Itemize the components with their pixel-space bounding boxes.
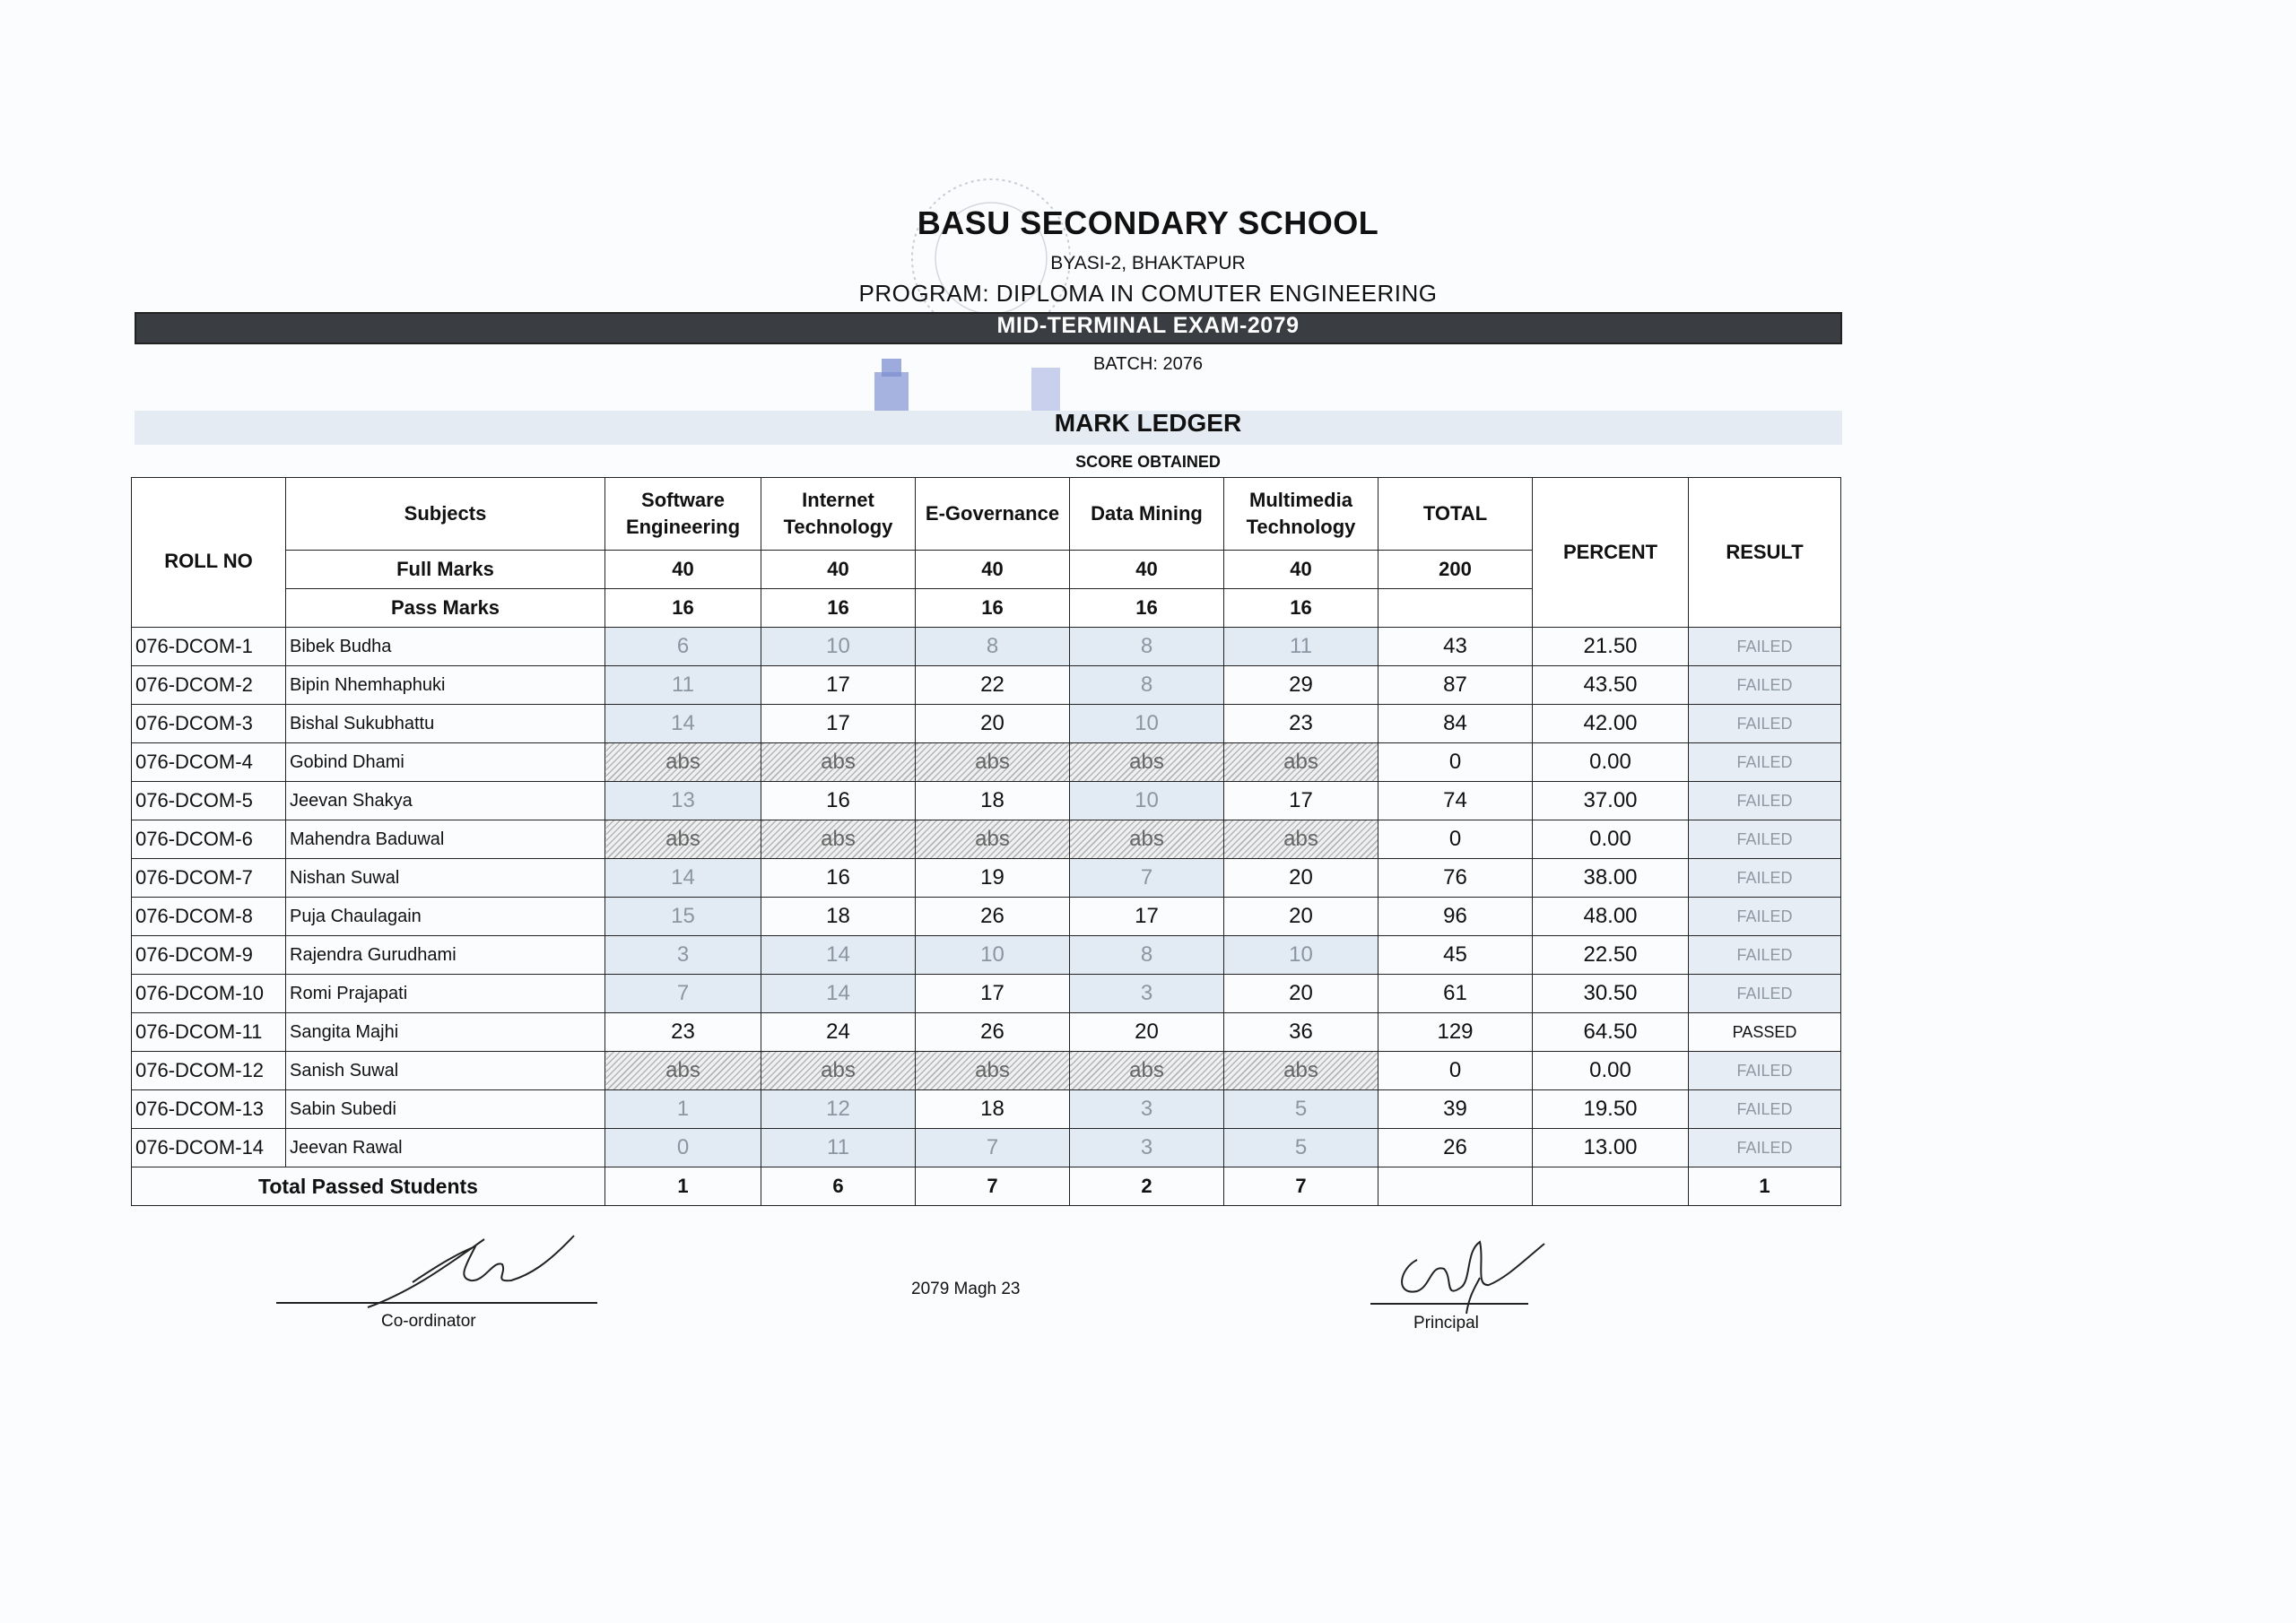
student-name-cell: Jeevan Rawal — [286, 1129, 605, 1167]
roll-no-cell: 076-DCOM-3 — [132, 705, 286, 743]
total-cell: 84 — [1378, 705, 1533, 743]
mark-cell: 13 — [605, 782, 761, 820]
table-row — [132, 1013, 1841, 1052]
mark-cell: abs — [761, 1052, 916, 1090]
total-passed-count: 2 — [1070, 1167, 1224, 1206]
roll-no-cell: 076-DCOM-4 — [132, 743, 286, 782]
result-cell: FAILED — [1689, 1129, 1841, 1167]
table-row — [132, 666, 1841, 705]
percent-cell: 22.50 — [1533, 936, 1689, 975]
result-cell: FAILED — [1689, 743, 1841, 782]
result-cell: FAILED — [1689, 628, 1841, 666]
mark-cell: 17 — [1224, 782, 1378, 820]
mark-cell: 20 — [1224, 859, 1378, 898]
student-name-cell: Sabin Subedi — [286, 1090, 605, 1129]
mark-cell: 10 — [1224, 936, 1378, 975]
batch-label: BATCH: 2076 — [1093, 354, 1203, 374]
mark-cell: 14 — [605, 859, 761, 898]
mark-cell: 3 — [605, 936, 761, 975]
mark-cell: 5 — [1224, 1129, 1378, 1167]
mark-cell: abs — [605, 820, 761, 859]
exam-title: MID-TERMINAL EXAM-2079 — [996, 313, 1300, 338]
mark-cell: 36 — [1224, 1013, 1378, 1052]
mark-cell: 18 — [916, 782, 1070, 820]
student-name-cell: Bibek Budha — [286, 628, 605, 666]
mark-cell: abs — [1070, 820, 1224, 859]
percent-cell: 48.00 — [1533, 898, 1689, 936]
percent-cell: 13.00 — [1533, 1129, 1689, 1167]
result-cell: FAILED — [1689, 1090, 1841, 1129]
mark-cell: 17 — [761, 705, 916, 743]
percent-cell: 19.50 — [1533, 1090, 1689, 1129]
subject-header: Software Engineering — [605, 478, 761, 551]
student-name-cell: Puja Chaulagain — [286, 898, 605, 936]
subject-header: Multimedia Technology — [1224, 478, 1378, 551]
mark-cell: 7 — [1070, 859, 1224, 898]
mark-cell: 8 — [916, 628, 1070, 666]
mark-cell: 12 — [761, 1090, 916, 1129]
percent-cell: 0.00 — [1533, 820, 1689, 859]
mark-cell: abs — [1224, 743, 1378, 782]
mark-cell: 17 — [761, 666, 916, 705]
percent-cell: 43.50 — [1533, 666, 1689, 705]
result-cell: FAILED — [1689, 975, 1841, 1013]
total-pass-marks — [1378, 589, 1533, 628]
mark-cell: abs — [1224, 820, 1378, 859]
percent-cell: 42.00 — [1533, 705, 1689, 743]
percent-cell: 38.00 — [1533, 859, 1689, 898]
mark-cell: 26 — [916, 898, 1070, 936]
mark-cell: 14 — [761, 936, 916, 975]
total-cell: 87 — [1378, 666, 1533, 705]
mark-cell: 10 — [1070, 782, 1224, 820]
table-row — [132, 628, 1841, 666]
roll-no-cell: 076-DCOM-10 — [132, 975, 286, 1013]
mark-cell: 29 — [1224, 666, 1378, 705]
roll-no-cell: 076-DCOM-6 — [132, 820, 286, 859]
mark-cell: abs — [1224, 1052, 1378, 1090]
mark-cell: abs — [916, 743, 1070, 782]
table-row — [132, 1129, 1841, 1167]
roll-no-cell: 076-DCOM-12 — [132, 1052, 286, 1090]
mark-cell: abs — [605, 1052, 761, 1090]
result-cell: FAILED — [1689, 666, 1841, 705]
student-name-cell: Nishan Suwal — [286, 859, 605, 898]
mark-cell: 8 — [1070, 936, 1224, 975]
student-name-cell: Bishal Sukubhattu — [286, 705, 605, 743]
mark-cell: 11 — [605, 666, 761, 705]
student-name-cell: Gobind Dhami — [286, 743, 605, 782]
subject-header: Data Mining — [1070, 478, 1224, 551]
mark-cell: 6 — [605, 628, 761, 666]
mark-cell: 17 — [1070, 898, 1224, 936]
mark-cell: 10 — [1070, 705, 1224, 743]
mark-cell: 16 — [761, 859, 916, 898]
mark-cell: 14 — [761, 975, 916, 1013]
percent-cell: 37.00 — [1533, 782, 1689, 820]
mark-cell: 24 — [761, 1013, 916, 1052]
total-passed-count: 6 — [761, 1167, 916, 1206]
student-name-cell: Bipin Nhemhaphuki — [286, 666, 605, 705]
mark-cell: 22 — [916, 666, 1070, 705]
mark-cell: 26 — [916, 1013, 1070, 1052]
ledger-body — [132, 628, 1841, 1167]
mark-cell: 10 — [761, 628, 916, 666]
mark-cell: abs — [916, 1052, 1070, 1090]
pass-marks-value: 16 — [1070, 589, 1224, 628]
table-row — [132, 936, 1841, 975]
total-passed-count: 7 — [916, 1167, 1070, 1206]
header-row-subjects — [132, 478, 1841, 551]
mark-cell: 3 — [1070, 975, 1224, 1013]
mark-cell: 16 — [761, 782, 916, 820]
percent-cell: 64.50 — [1533, 1013, 1689, 1052]
percent-cell: 0.00 — [1533, 743, 1689, 782]
total-header: TOTAL — [1378, 478, 1533, 551]
mark-cell: 1 — [605, 1090, 761, 1129]
mark-cell: abs — [605, 743, 761, 782]
full-marks-value: 40 — [605, 551, 761, 589]
mark-ledger-table — [131, 477, 1841, 1206]
table-row — [132, 859, 1841, 898]
mark-cell: 17 — [916, 975, 1070, 1013]
table-row — [132, 743, 1841, 782]
result-cell: PASSED — [1689, 1013, 1841, 1052]
total-passed-count: 1 — [605, 1167, 761, 1206]
full-marks-label: Full Marks — [286, 551, 605, 589]
result-cell: FAILED — [1689, 936, 1841, 975]
student-name-cell: Sanish Suwal — [286, 1052, 605, 1090]
mark-cell: 3 — [1070, 1090, 1224, 1129]
roll-no-cell: 076-DCOM-14 — [132, 1129, 286, 1167]
result-header: RESULT — [1689, 478, 1841, 628]
table-row — [132, 782, 1841, 820]
table-row — [132, 820, 1841, 859]
full-marks-value: 40 — [1224, 551, 1378, 589]
mark-cell: 20 — [1070, 1013, 1224, 1052]
full-marks-value: 40 — [1070, 551, 1224, 589]
total-passed-result: 1 — [1689, 1167, 1841, 1206]
result-cell: FAILED — [1689, 705, 1841, 743]
mark-cell: 10 — [916, 936, 1070, 975]
mark-cell: 7 — [605, 975, 761, 1013]
ledger-title: MARK LEDGER — [1054, 409, 1242, 437]
pass-marks-value: 16 — [1224, 589, 1378, 628]
total-cell: 129 — [1378, 1013, 1533, 1052]
percent-cell: 21.50 — [1533, 628, 1689, 666]
total-cell: 76 — [1378, 859, 1533, 898]
percent-cell: 0.00 — [1533, 1052, 1689, 1090]
full-marks-value: 40 — [916, 551, 1070, 589]
subjects-header: Subjects — [286, 478, 605, 551]
pass-marks-label: Pass Marks — [286, 589, 605, 628]
subject-header: Internet Technology — [761, 478, 916, 551]
total-passed-label: Total Passed Students — [132, 1167, 605, 1206]
mark-cell: 15 — [605, 898, 761, 936]
mark-cell: 14 — [605, 705, 761, 743]
percent-header: PERCENT — [1533, 478, 1689, 628]
total-passed-count: 7 — [1224, 1167, 1378, 1206]
pass-marks-value: 16 — [605, 589, 761, 628]
total-cell: 61 — [1378, 975, 1533, 1013]
mark-cell: 8 — [1070, 628, 1224, 666]
mark-cell: abs — [1070, 743, 1224, 782]
student-name-cell: Jeevan Shakya — [286, 782, 605, 820]
roll-no-cell: 076-DCOM-1 — [132, 628, 286, 666]
coordinator-signature-line — [276, 1302, 597, 1304]
mark-cell: 0 — [605, 1129, 761, 1167]
score-obtained-label: SCORE OBTAINED — [1075, 453, 1221, 471]
school-name: BASU SECONDARY SCHOOL — [917, 204, 1379, 241]
student-name-cell: Rajendra Gurudhami — [286, 936, 605, 975]
roll-no-cell: 076-DCOM-9 — [132, 936, 286, 975]
total-cell: 26 — [1378, 1129, 1533, 1167]
percent-cell: 30.50 — [1533, 975, 1689, 1013]
document-date: 2079 Magh 23 — [911, 1280, 1021, 1298]
total-cell: 39 — [1378, 1090, 1533, 1129]
mark-cell: 7 — [916, 1129, 1070, 1167]
table-row — [132, 1090, 1841, 1129]
student-name-cell: Mahendra Baduwal — [286, 820, 605, 859]
mark-cell: 19 — [916, 859, 1070, 898]
roll-no-cell: 076-DCOM-2 — [132, 666, 286, 705]
mark-cell: abs — [1070, 1052, 1224, 1090]
total-full-marks: 200 — [1378, 551, 1533, 589]
roll-no-cell: 076-DCOM-13 — [132, 1090, 286, 1129]
total-cell: 43 — [1378, 628, 1533, 666]
mark-cell: 23 — [1224, 705, 1378, 743]
mark-cell: 20 — [916, 705, 1070, 743]
roll-no-header: ROLL NO — [132, 478, 286, 628]
total-cell: 0 — [1378, 820, 1533, 859]
pass-marks-value: 16 — [761, 589, 916, 628]
total-cell: 0 — [1378, 1052, 1533, 1090]
mark-cell: 8 — [1070, 666, 1224, 705]
mark-cell: 20 — [1224, 975, 1378, 1013]
student-name-cell: Romi Prajapati — [286, 975, 605, 1013]
mark-cell: abs — [761, 820, 916, 859]
subject-header: E-Governance — [916, 478, 1070, 551]
roll-no-cell: 076-DCOM-11 — [132, 1013, 286, 1052]
mark-cell: abs — [761, 743, 916, 782]
total-cell: 74 — [1378, 782, 1533, 820]
result-cell: FAILED — [1689, 898, 1841, 936]
principal-signature-line — [1370, 1303, 1528, 1305]
total-cell: 96 — [1378, 898, 1533, 936]
result-cell: FAILED — [1689, 1052, 1841, 1090]
mark-cell: 18 — [761, 898, 916, 936]
result-cell: FAILED — [1689, 782, 1841, 820]
roll-no-cell: 076-DCOM-5 — [132, 782, 286, 820]
coordinator-label: Co-ordinator — [381, 1312, 476, 1331]
school-address: BYASI-2, BHAKTAPUR — [1050, 253, 1246, 273]
total-passed-row — [132, 1167, 1841, 1206]
roll-no-cell: 076-DCOM-7 — [132, 859, 286, 898]
mark-cell: 20 — [1224, 898, 1378, 936]
table-row — [132, 705, 1841, 743]
total-cell: 45 — [1378, 936, 1533, 975]
total-cell: 0 — [1378, 743, 1533, 782]
mark-cell: 5 — [1224, 1090, 1378, 1129]
mark-cell: abs — [916, 820, 1070, 859]
mark-cell: 23 — [605, 1013, 761, 1052]
mark-cell: 18 — [916, 1090, 1070, 1129]
table-row — [132, 1052, 1841, 1090]
mark-cell: 11 — [761, 1129, 916, 1167]
mark-cell: 11 — [1224, 628, 1378, 666]
result-cell: FAILED — [1689, 820, 1841, 859]
mark-cell: 3 — [1070, 1129, 1224, 1167]
principal-signature-icon — [1381, 1224, 1552, 1323]
coordinator-signature-icon — [359, 1228, 583, 1318]
pass-marks-value: 16 — [916, 589, 1070, 628]
student-name-cell: Sangita Majhi — [286, 1013, 605, 1052]
roll-no-cell: 076-DCOM-8 — [132, 898, 286, 936]
principal-label: Principal — [1413, 1314, 1479, 1332]
total-passed-total-cell — [1378, 1167, 1533, 1206]
table-row — [132, 975, 1841, 1013]
result-cell: FAILED — [1689, 859, 1841, 898]
program-title: PROGRAM: DIPLOMA IN COMUTER ENGINEERING — [858, 280, 1438, 307]
total-passed-percent-cell — [1533, 1167, 1689, 1206]
full-marks-value: 40 — [761, 551, 916, 589]
table-row — [132, 898, 1841, 936]
